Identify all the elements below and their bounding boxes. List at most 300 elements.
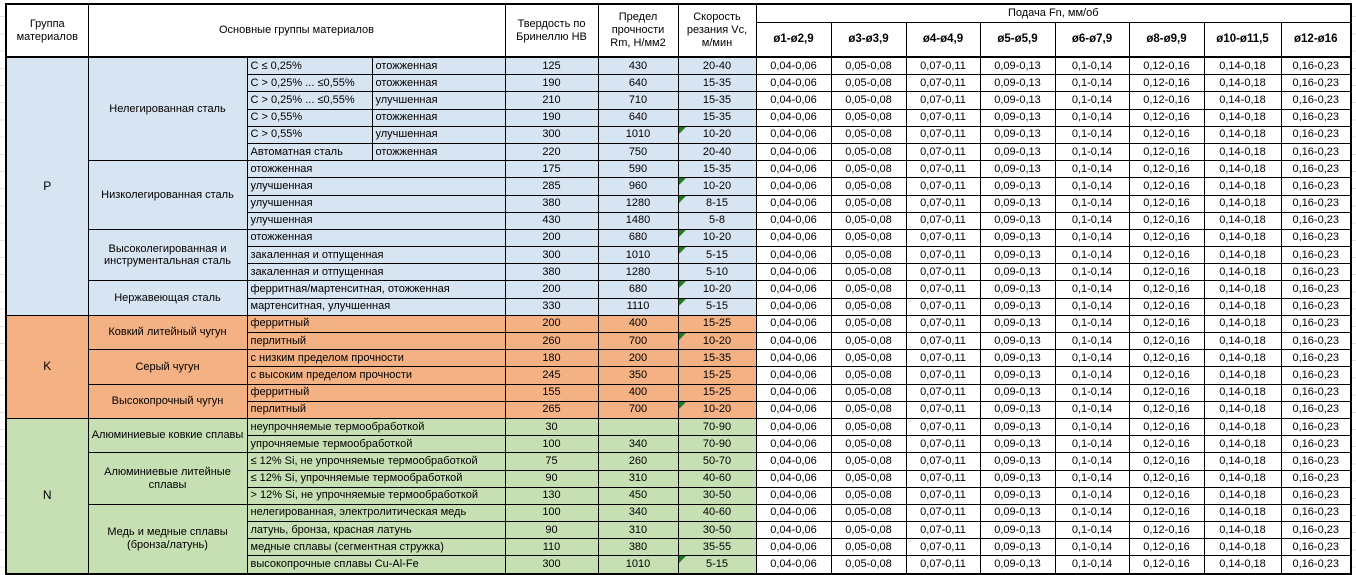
feed-value-cell: 0,14-0,18 [1204, 212, 1281, 229]
strength-rm-cell: 1480 [598, 212, 678, 229]
feed-value-cell: 0,07-0,11 [906, 264, 980, 281]
feed-value-cell: 0,12-0,16 [1129, 436, 1204, 453]
feed-value-cell: 0,05-0,08 [831, 92, 906, 109]
feed-value-cell: 0,07-0,11 [906, 487, 980, 504]
feed-value-cell: 0,1-0,14 [1055, 367, 1129, 384]
material-description-cell: мартенситная, улучшенная [247, 298, 505, 315]
feed-value-cell: 0,14-0,18 [1204, 126, 1281, 143]
feed-value-cell: 0,1-0,14 [1055, 126, 1129, 143]
feed-value-cell: 0,07-0,11 [906, 367, 980, 384]
header-group-materials: Группа материалов [6, 4, 88, 57]
strength-rm-cell: 700 [598, 333, 678, 350]
strength-rm-cell: 960 [598, 178, 678, 195]
header-diameter-range: ø5-ø5,9 [980, 23, 1055, 58]
feed-value-cell: 0,04-0,06 [756, 161, 831, 178]
subgroup-name-cell: Высокопрочный чугун [88, 384, 247, 418]
material-description-cell: ферритный [247, 384, 505, 401]
hardness-hb-cell: 380 [505, 195, 598, 212]
cutting-speed-vc-value: 5-15 [705, 300, 729, 313]
feed-value-cell: 0,04-0,06 [756, 212, 831, 229]
feed-value-cell: 0,07-0,11 [906, 470, 980, 487]
cutting-speed-vc-value: 5-8 [709, 214, 725, 227]
feed-value-cell: 0,07-0,11 [906, 92, 980, 109]
hardness-hb-cell: 200 [505, 281, 598, 298]
feed-value-cell: 0,04-0,06 [756, 281, 831, 298]
feed-value-cell: 0,05-0,08 [831, 281, 906, 298]
feed-value-cell: 0,05-0,08 [831, 298, 906, 315]
feed-value-cell: 0,09-0,13 [980, 333, 1055, 350]
feed-value-cell: 0,04-0,06 [756, 418, 831, 435]
material-description-cell: перлитный [247, 333, 505, 350]
hardness-hb-cell: 30 [505, 418, 598, 435]
feed-value-cell: 0,1-0,14 [1055, 539, 1129, 556]
hardness-hb-cell: 300 [505, 247, 598, 264]
comment-flag-icon [679, 127, 686, 134]
feed-value-cell: 0,1-0,14 [1055, 195, 1129, 212]
feed-value-cell: 0,04-0,06 [756, 178, 831, 195]
header-main-groups: Основные группы материалов [88, 4, 505, 57]
material-subtype-cell: C > 0,25% ... ≤0,55% [247, 75, 372, 92]
hardness-hb-cell: 75 [505, 453, 598, 470]
material-description-cell: латунь, бронза, красная латунь [247, 522, 505, 539]
subgroup-name-cell: Ковкий литейный чугун [88, 315, 247, 349]
material-description-cell: ферритный [247, 315, 505, 332]
comment-flag-icon [679, 333, 686, 340]
feed-value-cell: 0,09-0,13 [980, 195, 1055, 212]
material-condition-cell: отожженная [372, 57, 505, 75]
table-row [6, 453, 1351, 470]
hardness-hb-cell: 210 [505, 92, 598, 109]
cutting-speed-vc-cell [678, 539, 756, 556]
hardness-hb-cell: 155 [505, 384, 598, 401]
feed-value-cell: 0,14-0,18 [1204, 195, 1281, 212]
feed-value-cell: 0,14-0,18 [1204, 487, 1281, 504]
feed-value-cell: 0,05-0,08 [831, 161, 906, 178]
cutting-speed-vc-value: 50-70 [702, 454, 732, 467]
feed-value-cell: 0,1-0,14 [1055, 315, 1129, 332]
cutting-speed-vc-value: 15-25 [702, 386, 732, 399]
feed-value-cell: 0,09-0,13 [980, 522, 1055, 539]
feed-value-cell: 0,04-0,06 [756, 126, 831, 143]
feed-value-cell: 0,14-0,18 [1204, 298, 1281, 315]
material-description-cell: с низким пределом прочности [247, 350, 505, 367]
cutting-speed-vc-value: 70-90 [702, 437, 732, 450]
feed-value-cell: 0,07-0,11 [906, 57, 980, 75]
feed-value-cell: 0,14-0,18 [1204, 143, 1281, 160]
strength-rm-cell: 310 [598, 522, 678, 539]
feed-value-cell: 0,04-0,06 [756, 470, 831, 487]
feed-value-cell: 0,16-0,23 [1281, 418, 1351, 435]
feed-value-cell: 0,14-0,18 [1204, 556, 1281, 574]
material-description-cell: с высоким пределом прочности [247, 367, 505, 384]
cutting-speed-vc-cell [678, 436, 756, 453]
hardness-hb-cell: 125 [505, 57, 598, 75]
feed-value-cell: 0,1-0,14 [1055, 143, 1129, 160]
feed-value-cell: 0,16-0,23 [1281, 75, 1351, 92]
feed-value-cell: 0,07-0,11 [906, 401, 980, 418]
feed-value-cell: 0,14-0,18 [1204, 418, 1281, 435]
feed-value-cell: 0,1-0,14 [1055, 453, 1129, 470]
material-description-cell: ферритная/мартенситная, отожженная [247, 281, 505, 298]
subgroup-name-cell: Серый чугун [88, 350, 247, 384]
header-feed-title: Подача Fn, мм/об [756, 4, 1351, 23]
cutting-speed-vc-value: 8-15 [705, 197, 729, 210]
feed-value-cell: 0,12-0,16 [1129, 418, 1204, 435]
header-diameter-range: ø3-ø3,9 [831, 23, 906, 58]
header-diameter-range: ø12-ø16 [1281, 23, 1351, 58]
material-description-cell: улучшенная [247, 195, 505, 212]
table-row [6, 315, 1351, 332]
hardness-hb-cell: 300 [505, 556, 598, 574]
material-description-cell: закаленная и отпущенная [247, 264, 505, 281]
hardness-hb-cell: 175 [505, 161, 598, 178]
feed-value-cell: 0,09-0,13 [980, 453, 1055, 470]
cutting-speed-vc-cell [678, 367, 756, 384]
cutting-speed-vc-cell [678, 504, 756, 521]
table-row [6, 229, 1351, 246]
header-diameter-range: ø6-ø7,9 [1055, 23, 1129, 58]
feed-value-cell: 0,12-0,16 [1129, 298, 1204, 315]
feed-value-cell: 0,1-0,14 [1055, 281, 1129, 298]
feed-value-cell: 0,16-0,23 [1281, 470, 1351, 487]
material-description-cell: нелегированная, электролитическая медь [247, 504, 505, 521]
feed-value-cell: 0,05-0,08 [831, 367, 906, 384]
cutting-speed-vc-cell [678, 418, 756, 435]
feed-value-cell: 0,04-0,06 [756, 436, 831, 453]
strength-rm-cell: 200 [598, 350, 678, 367]
material-description-cell: закаленная и отпущенная [247, 247, 505, 264]
feed-value-cell: 0,12-0,16 [1129, 281, 1204, 298]
cutting-speed-vc-cell [678, 229, 756, 246]
table-row [6, 384, 1351, 401]
hardness-hb-cell: 90 [505, 522, 598, 539]
comment-flag-icon [679, 281, 686, 288]
header-diameter-range: ø8-ø9,9 [1129, 23, 1204, 58]
cutting-speed-vc-value: 5-15 [705, 558, 729, 571]
material-description-cell: ≤ 12% Si, не упрочняемые термообработкой [247, 453, 505, 470]
cutting-speed-vc-value: 15-35 [702, 93, 732, 106]
feed-value-cell: 0,16-0,23 [1281, 298, 1351, 315]
feed-value-cell: 0,05-0,08 [831, 247, 906, 264]
feed-value-cell: 0,04-0,06 [756, 453, 831, 470]
strength-rm-cell: 1010 [598, 247, 678, 264]
cutting-speed-vc-cell [678, 522, 756, 539]
feed-value-cell: 0,12-0,16 [1129, 350, 1204, 367]
strength-rm-cell: 640 [598, 75, 678, 92]
cutting-speed-vc-cell [678, 470, 756, 487]
feed-value-cell: 0,16-0,23 [1281, 487, 1351, 504]
feed-value-cell: 0,16-0,23 [1281, 384, 1351, 401]
feed-value-cell: 0,05-0,08 [831, 195, 906, 212]
feed-value-cell: 0,14-0,18 [1204, 367, 1281, 384]
hardness-hb-cell: 430 [505, 212, 598, 229]
strength-rm-cell: 260 [598, 453, 678, 470]
strength-rm-cell: 380 [598, 539, 678, 556]
feed-value-cell: 0,04-0,06 [756, 143, 831, 160]
feed-value-cell: 0,09-0,13 [980, 367, 1055, 384]
cutting-speed-vc-value: 30-50 [702, 489, 732, 502]
feed-value-cell: 0,07-0,11 [906, 247, 980, 264]
strength-rm-cell [598, 418, 678, 435]
cutting-speed-vc-cell [678, 92, 756, 109]
material-group-cell: P [6, 57, 88, 315]
feed-value-cell: 0,09-0,13 [980, 143, 1055, 160]
table-body [6, 57, 1351, 574]
feed-value-cell: 0,1-0,14 [1055, 436, 1129, 453]
feed-value-cell: 0,05-0,08 [831, 143, 906, 160]
feed-value-cell: 0,07-0,11 [906, 298, 980, 315]
hardness-hb-cell: 380 [505, 264, 598, 281]
feed-value-cell: 0,16-0,23 [1281, 212, 1351, 229]
header-diameter-range: ø4-ø4,9 [906, 23, 980, 58]
strength-rm-cell: 1010 [598, 556, 678, 574]
feed-value-cell: 0,07-0,11 [906, 178, 980, 195]
header-strength-rm: Предел прочности Rm, Н/мм2 [598, 4, 678, 57]
feed-value-cell: 0,1-0,14 [1055, 229, 1129, 246]
feed-value-cell: 0,09-0,13 [980, 436, 1055, 453]
comment-flag-icon [679, 230, 686, 237]
feed-value-cell: 0,07-0,11 [906, 333, 980, 350]
strength-rm-cell: 450 [598, 487, 678, 504]
material-subtype-cell: C > 0,25% ... ≤0,55% [247, 92, 372, 109]
material-condition-cell: отожженная [372, 109, 505, 126]
feed-value-cell: 0,04-0,06 [756, 75, 831, 92]
feed-value-cell: 0,07-0,11 [906, 212, 980, 229]
feed-value-cell: 0,04-0,06 [756, 333, 831, 350]
hardness-hb-cell: 285 [505, 178, 598, 195]
feed-value-cell: 0,05-0,08 [831, 109, 906, 126]
table-row [6, 418, 1351, 435]
feed-value-cell: 0,05-0,08 [831, 539, 906, 556]
subgroup-name-cell: Алюминиевые ковкие сплавы [88, 418, 247, 452]
header-diameter-range: ø10-ø11,5 [1204, 23, 1281, 58]
feed-value-cell: 0,09-0,13 [980, 264, 1055, 281]
strength-rm-cell: 340 [598, 436, 678, 453]
subgroup-name-cell: Низколегированная сталь [88, 161, 247, 230]
feed-value-cell: 0,1-0,14 [1055, 298, 1129, 315]
table-row [6, 57, 1351, 75]
feed-value-cell: 0,04-0,06 [756, 539, 831, 556]
feed-value-cell: 0,05-0,08 [831, 401, 906, 418]
cutting-speed-vc-cell [678, 212, 756, 229]
feed-value-cell: 0,16-0,23 [1281, 57, 1351, 75]
feed-value-cell: 0,07-0,11 [906, 281, 980, 298]
subgroup-name-cell: Медь и медные сплавы (бронза/латунь) [88, 504, 247, 573]
feed-value-cell: 0,05-0,08 [831, 212, 906, 229]
feed-value-cell: 0,16-0,23 [1281, 281, 1351, 298]
cutting-data-table [5, 3, 1352, 575]
feed-value-cell: 0,14-0,18 [1204, 522, 1281, 539]
feed-value-cell: 0,12-0,16 [1129, 57, 1204, 75]
feed-value-cell: 0,16-0,23 [1281, 229, 1351, 246]
feed-value-cell: 0,1-0,14 [1055, 178, 1129, 195]
material-description-cell: улучшенная [247, 178, 505, 195]
feed-value-cell: 0,09-0,13 [980, 350, 1055, 367]
feed-value-cell: 0,09-0,13 [980, 281, 1055, 298]
feed-value-cell: 0,14-0,18 [1204, 161, 1281, 178]
cutting-speed-vc-cell [678, 178, 756, 195]
material-description-cell: неупрочняемые термообработкой [247, 418, 505, 435]
table-row [6, 504, 1351, 521]
feed-value-cell: 0,1-0,14 [1055, 556, 1129, 574]
cutting-speed-vc-cell [678, 556, 756, 574]
feed-value-cell: 0,16-0,23 [1281, 178, 1351, 195]
feed-value-cell: 0,09-0,13 [980, 504, 1055, 521]
cutting-speed-vc-value: 10-20 [702, 179, 732, 192]
feed-value-cell: 0,07-0,11 [906, 229, 980, 246]
feed-value-cell: 0,12-0,16 [1129, 247, 1204, 264]
feed-value-cell: 0,04-0,06 [756, 298, 831, 315]
feed-value-cell: 0,09-0,13 [980, 92, 1055, 109]
cutting-speed-vc-cell [678, 333, 756, 350]
feed-value-cell: 0,04-0,06 [756, 57, 831, 75]
feed-value-cell: 0,16-0,23 [1281, 333, 1351, 350]
feed-value-cell: 0,05-0,08 [831, 522, 906, 539]
feed-value-cell: 0,09-0,13 [980, 75, 1055, 92]
feed-value-cell: 0,14-0,18 [1204, 539, 1281, 556]
hardness-hb-cell: 245 [505, 367, 598, 384]
feed-value-cell: 0,07-0,11 [906, 143, 980, 160]
header-hardness-hb: Твердость по Бринеллю HB [505, 4, 598, 57]
cutting-speed-vc-value: 10-20 [702, 128, 732, 141]
feed-value-cell: 0,09-0,13 [980, 487, 1055, 504]
feed-value-cell: 0,05-0,08 [831, 418, 906, 435]
table-header [6, 4, 1351, 57]
cutting-speed-vc-cell [678, 384, 756, 401]
feed-value-cell: 0,12-0,16 [1129, 384, 1204, 401]
feed-value-cell: 0,14-0,18 [1204, 504, 1281, 521]
feed-value-cell: 0,07-0,11 [906, 315, 980, 332]
cutting-speed-vc-cell [678, 143, 756, 160]
feed-value-cell: 0,09-0,13 [980, 212, 1055, 229]
feed-value-cell: 0,12-0,16 [1129, 470, 1204, 487]
feed-value-cell: 0,1-0,14 [1055, 109, 1129, 126]
feed-value-cell: 0,12-0,16 [1129, 178, 1204, 195]
feed-value-cell: 0,12-0,16 [1129, 539, 1204, 556]
feed-value-cell: 0,09-0,13 [980, 298, 1055, 315]
hardness-hb-cell: 260 [505, 333, 598, 350]
feed-value-cell: 0,05-0,08 [831, 178, 906, 195]
feed-value-cell: 0,12-0,16 [1129, 401, 1204, 418]
strength-rm-cell: 750 [598, 143, 678, 160]
cutting-speed-vc-cell [678, 401, 756, 418]
feed-value-cell: 0,14-0,18 [1204, 470, 1281, 487]
feed-value-cell: 0,16-0,23 [1281, 350, 1351, 367]
cutting-speed-vc-value: 15-25 [702, 368, 732, 381]
strength-rm-cell: 680 [598, 281, 678, 298]
strength-rm-cell: 590 [598, 161, 678, 178]
cutting-speed-vc-value: 15-35 [702, 111, 732, 124]
feed-value-cell: 0,12-0,16 [1129, 504, 1204, 521]
cutting-speed-vc-cell [678, 247, 756, 264]
feed-value-cell: 0,1-0,14 [1055, 401, 1129, 418]
feed-value-cell: 0,14-0,18 [1204, 229, 1281, 246]
hardness-hb-cell: 220 [505, 143, 598, 160]
header-diameter-range: ø1-ø2,9 [756, 23, 831, 58]
material-description-cell: отожженная [247, 229, 505, 246]
strength-rm-cell: 710 [598, 92, 678, 109]
hardness-hb-cell: 265 [505, 401, 598, 418]
feed-value-cell: 0,14-0,18 [1204, 281, 1281, 298]
feed-value-cell: 0,16-0,23 [1281, 195, 1351, 212]
feed-value-cell: 0,14-0,18 [1204, 178, 1281, 195]
cutting-speed-vc-value: 5-15 [705, 248, 729, 261]
feed-value-cell: 0,05-0,08 [831, 333, 906, 350]
feed-value-cell: 0,04-0,06 [756, 401, 831, 418]
feed-value-cell: 0,04-0,06 [756, 522, 831, 539]
feed-value-cell: 0,04-0,06 [756, 264, 831, 281]
cutting-speed-vc-value: 5-10 [705, 265, 729, 278]
cutting-speed-vc-value: 15-35 [702, 351, 732, 364]
feed-value-cell: 0,09-0,13 [980, 161, 1055, 178]
feed-value-cell: 0,1-0,14 [1055, 487, 1129, 504]
cutting-speed-vc-value: 10-20 [702, 231, 732, 244]
material-condition-cell: улучшенная [372, 126, 505, 143]
strength-rm-cell: 400 [598, 384, 678, 401]
feed-value-cell: 0,1-0,14 [1055, 212, 1129, 229]
feed-value-cell: 0,16-0,23 [1281, 247, 1351, 264]
feed-value-cell: 0,12-0,16 [1129, 367, 1204, 384]
strength-rm-cell: 430 [598, 57, 678, 75]
feed-value-cell: 0,16-0,23 [1281, 453, 1351, 470]
strength-rm-cell: 340 [598, 504, 678, 521]
cutting-speed-vc-cell [678, 126, 756, 143]
feed-value-cell: 0,14-0,18 [1204, 333, 1281, 350]
feed-value-cell: 0,12-0,16 [1129, 195, 1204, 212]
feed-value-cell: 0,07-0,11 [906, 453, 980, 470]
feed-value-cell: 0,07-0,11 [906, 418, 980, 435]
cutting-speed-vc-value: 20-40 [702, 59, 732, 72]
strength-rm-cell: 680 [598, 229, 678, 246]
feed-value-cell: 0,1-0,14 [1055, 333, 1129, 350]
feed-value-cell: 0,14-0,18 [1204, 436, 1281, 453]
feed-value-cell: 0,05-0,08 [831, 229, 906, 246]
feed-value-cell: 0,05-0,08 [831, 504, 906, 521]
feed-value-cell: 0,12-0,16 [1129, 315, 1204, 332]
feed-value-cell: 0,1-0,14 [1055, 57, 1129, 75]
feed-value-cell: 0,12-0,16 [1129, 453, 1204, 470]
feed-value-cell: 0,12-0,16 [1129, 126, 1204, 143]
feed-value-cell: 0,07-0,11 [906, 161, 980, 178]
feed-value-cell: 0,12-0,16 [1129, 161, 1204, 178]
feed-value-cell: 0,14-0,18 [1204, 401, 1281, 418]
material-subtype-cell: C ≤ 0,25% [247, 57, 372, 75]
feed-value-cell: 0,1-0,14 [1055, 161, 1129, 178]
feed-value-cell: 0,05-0,08 [831, 57, 906, 75]
comment-flag-icon [679, 196, 686, 203]
subgroup-name-cell: Высоколегированная и инструментальная сталь [88, 229, 247, 281]
feed-value-cell: 0,07-0,11 [906, 504, 980, 521]
cutting-speed-vc-value: 40-60 [702, 472, 732, 485]
table-row [6, 281, 1351, 298]
feed-value-cell: 0,09-0,13 [980, 178, 1055, 195]
comment-flag-icon [679, 556, 686, 563]
feed-value-cell: 0,07-0,11 [906, 195, 980, 212]
feed-value-cell: 0,05-0,08 [831, 384, 906, 401]
material-description-cell: улучшенная [247, 212, 505, 229]
feed-value-cell: 0,09-0,13 [980, 247, 1055, 264]
subgroup-name-cell: Нержавеющая сталь [88, 281, 247, 315]
feed-value-cell: 0,05-0,08 [831, 350, 906, 367]
feed-value-cell: 0,07-0,11 [906, 109, 980, 126]
cutting-speed-vc-cell [678, 350, 756, 367]
strength-rm-cell: 1280 [598, 195, 678, 212]
subgroup-name-cell: Алюминиевые литейные сплавы [88, 453, 247, 505]
feed-value-cell: 0,05-0,08 [831, 126, 906, 143]
feed-value-cell: 0,04-0,06 [756, 556, 831, 574]
strength-rm-cell: 640 [598, 109, 678, 126]
feed-value-cell: 0,05-0,08 [831, 556, 906, 574]
